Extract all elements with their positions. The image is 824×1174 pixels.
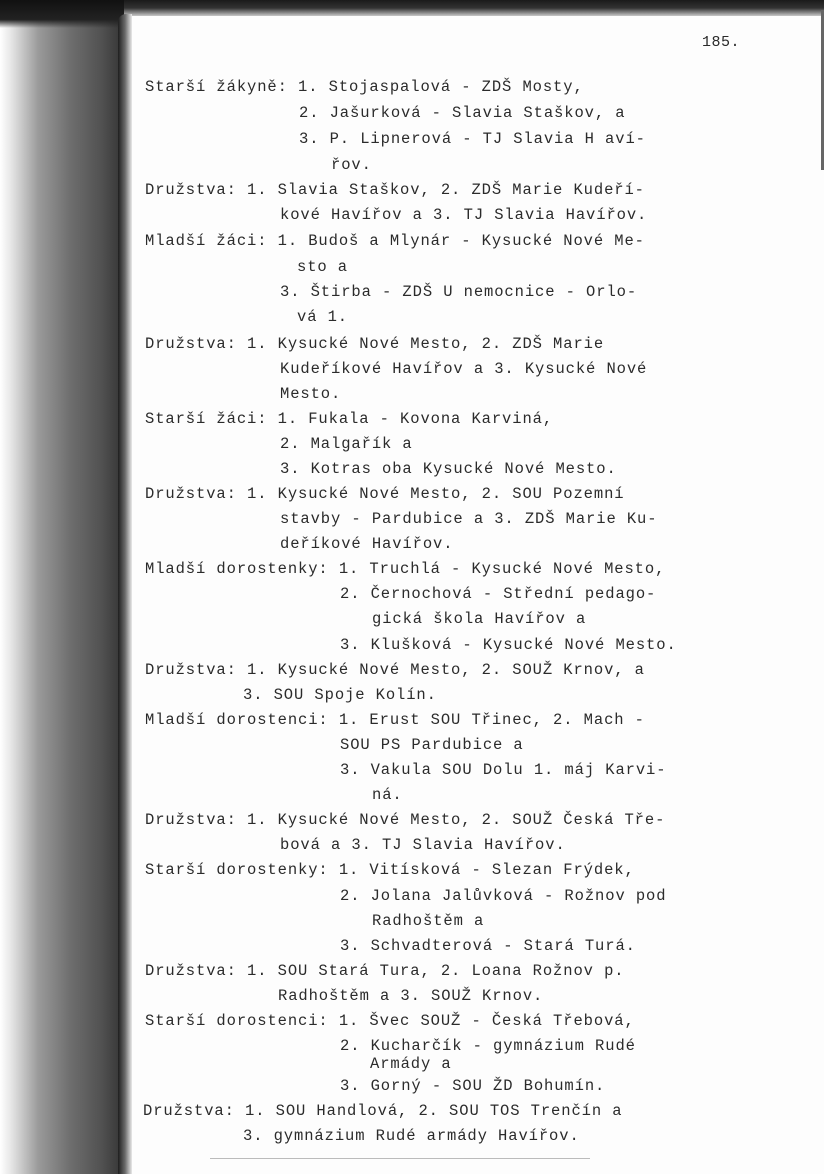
text-line: 3. Kotras oba Kysucké Nové Mesto.	[280, 460, 617, 478]
text-line: 2. Černochová - Střední pedago-	[340, 585, 657, 603]
text-line: Družstva: 1. Kysucké Nové Mesto, 2. SOUŽ Česká Tře-	[145, 811, 666, 829]
text-line: 3. Schvadterová - Stará Turá.	[340, 937, 636, 955]
text-line: Mladší dorostenky: 1. Truchlá - Kysucké Nové Mesto,	[145, 560, 666, 578]
text-line: deříkové Havířov.	[280, 535, 454, 553]
text-line: Starší dorostenky: 1. Vitísková - Slezan Frýdek,	[145, 861, 635, 879]
text-line: SOU PS Pardubice a	[340, 736, 524, 754]
text-line: vá 1.	[297, 308, 349, 326]
text-line: Armády a	[370, 1055, 452, 1073]
text-line: 2. Jašurková - Slavia Staškov, a	[299, 104, 626, 122]
text-line: Starší žáci: 1. Fukala - Kovona Karviná,	[145, 410, 554, 428]
scan-dark-corner	[0, 0, 128, 28]
text-line: 3. P. Lipnerová - TJ Slavia H aví-	[299, 130, 646, 148]
text-line: Radhoštěm a 3. SOUŽ Krnov.	[278, 987, 544, 1005]
text-line: Kudeříkové Havířov a 3. Kysucké Nové	[280, 360, 648, 378]
text-line: Družstva: 1. Kysucké Nové Mesto, 2. SOU Pozemní	[145, 485, 625, 503]
book-binding-shadow	[0, 0, 128, 1174]
text-line: bová a 3. TJ Slavia Havířov.	[280, 836, 566, 854]
text-line: Mladší žáci: 1. Budoš a Mlynár - Kysucké Nové Me-	[145, 232, 645, 250]
text-line: 2. Malgařík a	[280, 435, 413, 453]
text-line: stavby - Pardubice a 3. ZDŠ Marie Ku-	[280, 510, 658, 528]
bottom-edge-line	[210, 1158, 590, 1159]
scan-top-edge	[124, 0, 824, 16]
text-line: Družstva: 1. SOU Handlová, 2. SOU TOS Trenčín a	[143, 1102, 623, 1120]
text-line: Starší dorostenci: 1. Švec SOUŽ - Česká Třebová,	[145, 1012, 635, 1030]
text-line: 2. Jolana Jalůvková - Rožnov pod	[340, 887, 667, 905]
text-line: 3. Klušková - Kysucké Nové Mesto.	[340, 636, 677, 654]
text-line: 3. SOU Spoje Kolín.	[243, 686, 437, 704]
text-line: 3. Štirba - ZDŠ U nemocnice - Orlo-	[280, 283, 638, 301]
text-line: Radhoštěm a	[372, 912, 485, 930]
page-number: 185.	[702, 34, 741, 51]
text-line: 3. gymnázium Rudé armády Havířov.	[243, 1127, 580, 1145]
text-line: Družstva: 1. SOU Stará Tura, 2. Loana Rožnov p.	[145, 962, 625, 980]
text-line: ná.	[372, 786, 403, 804]
text-line: gická škola Havířov a	[372, 610, 587, 628]
text-line: Mladší dorostenci: 1. Erust SOU Třinec, 2. Mach -	[145, 711, 645, 729]
text-line: kové Havířov a 3. TJ Slavia Havířov.	[280, 206, 648, 224]
text-line: sto a	[297, 258, 349, 276]
text-line: 3. Gorný - SOU ŽD Bohumín.	[340, 1077, 606, 1095]
text-line: Starší žákyně: 1. Stojaspalová - ZDŠ Mosty,	[145, 78, 584, 96]
text-line: Družstva: 1. Kysucké Nové Mesto, 2. SOUŽ Krnov, a	[145, 661, 645, 679]
text-line: Družstva: 1. Kysucké Nové Mesto, 2. ZDŠ Marie	[145, 335, 605, 353]
text-line: Mesto.	[280, 385, 342, 403]
text-line: Družstva: 1. Slavia Staškov, 2. ZDŠ Marie Kudeří-	[145, 181, 645, 199]
text-line: 2. Kucharčík - gymnázium Rudé	[340, 1037, 636, 1055]
text-line: řov.	[331, 156, 372, 174]
page-curl-edge	[118, 14, 132, 1174]
text-line: 3. Vakula SOU Dolu 1. máj Karvi-	[340, 761, 667, 779]
